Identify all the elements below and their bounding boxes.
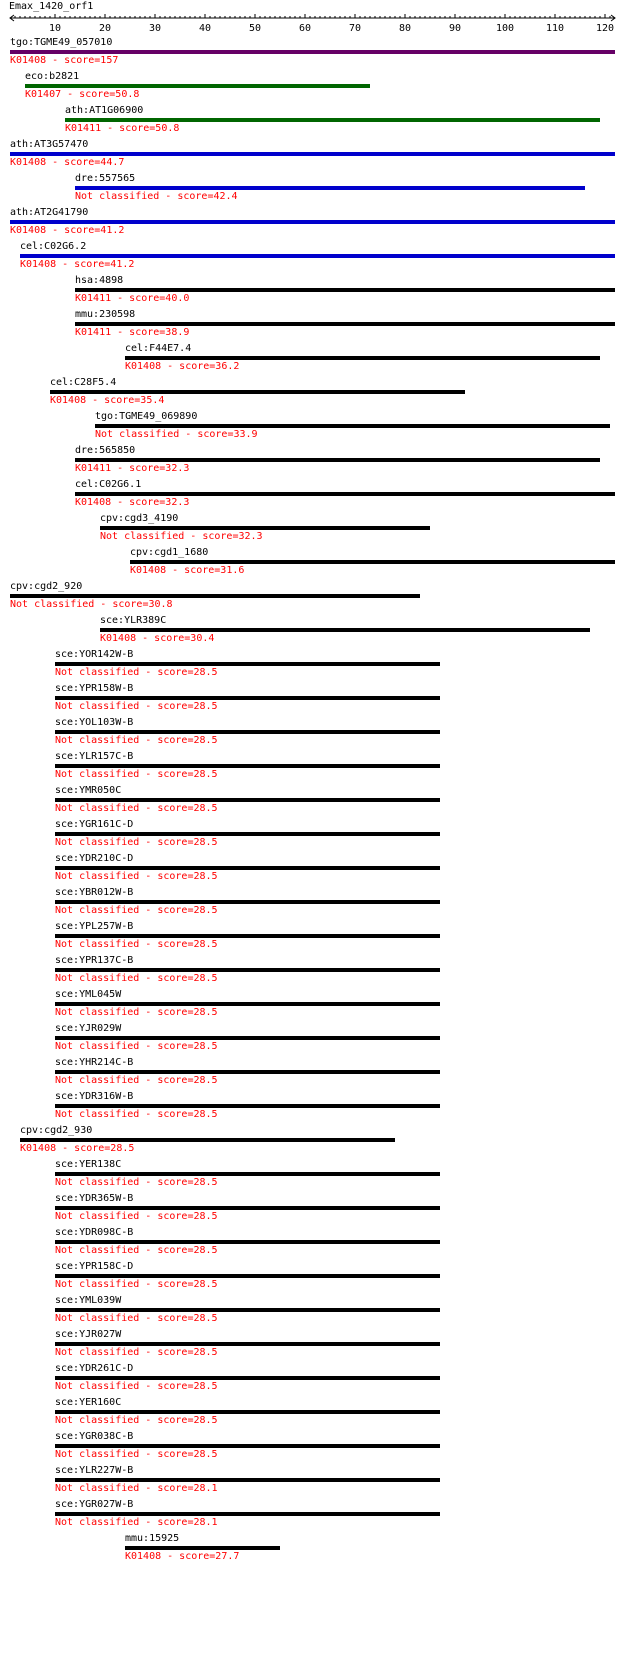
hit-gene-name[interactable]: eco:b2821 bbox=[25, 71, 80, 82]
hit-alignment-bar[interactable] bbox=[55, 1308, 440, 1312]
hit-gene-name[interactable]: sce:YJR029W bbox=[55, 1023, 122, 1034]
hit-alignment-bar[interactable] bbox=[10, 594, 420, 598]
hit-ko-score[interactable]: K01408 - score=41.2 bbox=[10, 225, 125, 236]
hit-alignment-bar[interactable] bbox=[55, 1274, 440, 1278]
hit-ko-score[interactable]: K01408 - score=30.4 bbox=[100, 633, 215, 644]
hit-gene-name[interactable]: sce:YPR158W-B bbox=[55, 683, 134, 694]
hit-gene-name[interactable]: sce:YMR050C bbox=[55, 785, 122, 796]
hit-gene-name[interactable]: dre:565850 bbox=[75, 445, 136, 456]
hit-alignment-bar[interactable] bbox=[55, 1444, 440, 1448]
hit-ko-score[interactable]: Not classified - score=28.5 bbox=[55, 1313, 218, 1324]
hit-ko-score[interactable]: Not classified - score=28.5 bbox=[55, 667, 218, 678]
hit-ko-score[interactable]: K01408 - score=157 bbox=[10, 55, 119, 66]
hit-alignment-bar[interactable] bbox=[55, 1240, 440, 1244]
hit-gene-name[interactable]: tgo:TGME49_057010 bbox=[10, 37, 113, 48]
hit-ko-score[interactable]: Not classified - score=30.8 bbox=[10, 599, 173, 610]
hit-alignment-bar[interactable] bbox=[10, 50, 615, 54]
hit-gene-name[interactable]: sce:YDR098C-B bbox=[55, 1227, 134, 1238]
hit-ko-score[interactable]: K01411 - score=32.3 bbox=[75, 463, 190, 474]
hit-gene-name[interactable]: sce:YOL103W-B bbox=[55, 717, 134, 728]
hit-ko-score[interactable]: Not classified - score=33.9 bbox=[95, 429, 258, 440]
hit-ko-score[interactable]: K01411 - score=50.8 bbox=[65, 123, 180, 134]
hit-ko-score[interactable]: K01408 - score=31.6 bbox=[130, 565, 245, 576]
hit-ko-score[interactable]: Not classified - score=28.5 bbox=[55, 1211, 218, 1222]
hit-ko-score[interactable]: Not classified - score=28.5 bbox=[55, 1381, 218, 1392]
hit-gene-name[interactable]: ath:AT1G06900 bbox=[65, 105, 144, 116]
hit-ko-score[interactable]: Not classified - score=28.5 bbox=[55, 1279, 218, 1290]
hit-ko-score[interactable]: Not classified - score=28.5 bbox=[55, 837, 218, 848]
position-ruler bbox=[0, 0, 620, 34]
hit-gene-name[interactable]: sce:YER160C bbox=[55, 1397, 122, 1408]
hit-alignment-bar[interactable] bbox=[75, 322, 615, 326]
hit-gene-name[interactable]: sce:YPR158C-D bbox=[55, 1261, 134, 1272]
ruler-tick-label: 30 bbox=[148, 23, 162, 34]
hit-alignment-bar[interactable] bbox=[50, 390, 465, 394]
hit-gene-name[interactable]: mmu:230598 bbox=[75, 309, 136, 320]
hit-ko-score[interactable]: Not classified - score=42.4 bbox=[75, 191, 238, 202]
hit-alignment-bar[interactable] bbox=[65, 118, 600, 122]
hit-gene-name[interactable]: sce:YLR227W-B bbox=[55, 1465, 134, 1476]
hit-gene-name[interactable]: ath:AT3G57470 bbox=[10, 139, 89, 150]
hit-ko-score[interactable]: Not classified - score=28.5 bbox=[55, 803, 218, 814]
ruler-tick-label: 80 bbox=[398, 23, 412, 34]
hit-ko-score[interactable]: K01408 - score=32.3 bbox=[75, 497, 190, 508]
hit-alignment-bar[interactable] bbox=[55, 1342, 440, 1346]
hit-alignment-bar[interactable] bbox=[55, 866, 440, 870]
hit-alignment-bar[interactable] bbox=[55, 1376, 440, 1380]
hit-alignment-bar[interactable] bbox=[55, 662, 440, 666]
hit-gene-name[interactable]: cpv:cgd2_920 bbox=[10, 581, 83, 592]
hit-alignment-bar[interactable] bbox=[25, 84, 370, 88]
hit-ko-score[interactable]: Not classified - score=28.5 bbox=[55, 1041, 218, 1052]
hit-alignment-bar[interactable] bbox=[95, 424, 610, 428]
hit-gene-name[interactable]: ath:AT2G41790 bbox=[10, 207, 89, 218]
ruler-tick-label: 100 bbox=[495, 23, 515, 34]
ruler-tick-label: 10 bbox=[48, 23, 62, 34]
hit-ko-score[interactable]: K01407 - score=50.8 bbox=[25, 89, 140, 100]
hit-alignment-bar[interactable] bbox=[20, 254, 615, 258]
hit-alignment-bar[interactable] bbox=[125, 356, 600, 360]
hit-alignment-bar[interactable] bbox=[20, 1138, 395, 1142]
hit-gene-name[interactable]: sce:YOR142W-B bbox=[55, 649, 134, 660]
hit-alignment-bar[interactable] bbox=[100, 526, 430, 530]
hit-gene-name[interactable]: sce:YPL257W-B bbox=[55, 921, 134, 932]
hit-alignment-bar[interactable] bbox=[55, 1478, 440, 1482]
hit-alignment-bar[interactable] bbox=[55, 900, 440, 904]
ruler-tick-label: 110 bbox=[545, 23, 565, 34]
hit-gene-name[interactable]: sce:YML039W bbox=[55, 1295, 122, 1306]
hit-alignment-bar[interactable] bbox=[55, 696, 440, 700]
hit-gene-name[interactable]: sce:YLR157C-B bbox=[55, 751, 134, 762]
hit-gene-name[interactable]: sce:YPR137C-B bbox=[55, 955, 134, 966]
hit-gene-name[interactable]: sce:YGR027W-B bbox=[55, 1499, 134, 1510]
hit-alignment-bar[interactable] bbox=[55, 764, 440, 768]
hit-gene-name[interactable]: cel:F44E7.4 bbox=[125, 343, 192, 354]
hit-alignment-bar[interactable] bbox=[55, 1036, 440, 1040]
hit-alignment-bar[interactable] bbox=[10, 220, 615, 224]
hit-gene-name[interactable]: sce:YGR161C-D bbox=[55, 819, 134, 830]
hit-gene-name[interactable]: cpv:cgd2_930 bbox=[20, 1125, 93, 1136]
hit-gene-name[interactable]: cpv:cgd1_1680 bbox=[130, 547, 209, 558]
hit-alignment-bar[interactable] bbox=[55, 730, 440, 734]
hit-ko-score[interactable]: K01408 - score=36.2 bbox=[125, 361, 240, 372]
hit-gene-name[interactable]: sce:YML045W bbox=[55, 989, 122, 1000]
hit-alignment-bar[interactable] bbox=[75, 288, 615, 292]
hit-gene-name[interactable]: sce:YJR027W bbox=[55, 1329, 122, 1340]
hit-alignment-bar[interactable] bbox=[55, 968, 440, 972]
ruler-tick-label: 40 bbox=[198, 23, 212, 34]
hit-ko-score[interactable]: Not classified - score=28.1 bbox=[55, 1517, 218, 1528]
hit-ko-score[interactable]: Not classified - score=28.5 bbox=[55, 939, 218, 950]
hit-alignment-bar[interactable] bbox=[55, 1002, 440, 1006]
hit-gene-name[interactable]: mmu:15925 bbox=[125, 1533, 180, 1544]
hit-gene-name[interactable]: cpv:cgd3_4190 bbox=[100, 513, 179, 524]
hit-alignment-bar[interactable] bbox=[55, 1070, 440, 1074]
hit-ko-score[interactable]: K01408 - score=27.7 bbox=[125, 1551, 240, 1562]
hit-ko-score[interactable]: Not classified - score=28.5 bbox=[55, 1177, 218, 1188]
ruler-tick-label: 70 bbox=[348, 23, 362, 34]
hit-gene-name[interactable]: sce:YHR214C-B bbox=[55, 1057, 134, 1068]
hit-gene-name[interactable]: cel:C02G6.2 bbox=[20, 241, 87, 252]
hit-ko-score[interactable]: Not classified - score=28.5 bbox=[55, 871, 218, 882]
hit-ko-score[interactable]: Not classified - score=28.5 bbox=[55, 1007, 218, 1018]
hit-alignment-bar[interactable] bbox=[55, 934, 440, 938]
hit-alignment-bar[interactable] bbox=[75, 492, 615, 496]
hit-gene-name[interactable]: sce:YBR012W-B bbox=[55, 887, 134, 898]
hit-gene-name[interactable]: sce:YDR261C-D bbox=[55, 1363, 134, 1374]
hit-ko-score[interactable]: Not classified - score=28.5 bbox=[55, 1347, 218, 1358]
hit-alignment-bar[interactable] bbox=[75, 186, 585, 190]
hit-alignment-bar[interactable] bbox=[75, 458, 600, 462]
hit-ko-score[interactable]: Not classified - score=28.5 bbox=[55, 973, 218, 984]
hit-gene-name[interactable]: sce:YGR038C-B bbox=[55, 1431, 134, 1442]
hit-ko-score[interactable]: Not classified - score=32.3 bbox=[100, 531, 263, 542]
hit-alignment-bar[interactable] bbox=[10, 152, 615, 156]
hit-ko-score[interactable]: K01411 - score=40.0 bbox=[75, 293, 190, 304]
hit-ko-score[interactable]: K01411 - score=38.9 bbox=[75, 327, 190, 338]
hit-gene-name[interactable]: dre:557565 bbox=[75, 173, 136, 184]
hit-ko-score[interactable]: Not classified - score=28.5 bbox=[55, 1245, 218, 1256]
hit-gene-name[interactable]: sce:YDR316W-B bbox=[55, 1091, 134, 1102]
hit-ko-score[interactable]: K01408 - score=28.5 bbox=[20, 1143, 135, 1154]
hit-alignment-bar[interactable] bbox=[55, 798, 440, 802]
hit-ko-score[interactable]: K01408 - score=35.4 bbox=[50, 395, 165, 406]
hit-gene-name[interactable]: cel:C28F5.4 bbox=[50, 377, 117, 388]
hit-alignment-bar[interactable] bbox=[55, 1410, 440, 1414]
hit-ko-score[interactable]: Not classified - score=28.5 bbox=[55, 1415, 218, 1426]
hit-alignment-bar[interactable] bbox=[130, 560, 615, 564]
hit-ko-score[interactable]: Not classified - score=28.1 bbox=[55, 1483, 218, 1494]
hit-ko-score[interactable]: Not classified - score=28.5 bbox=[55, 1075, 218, 1086]
hit-gene-name[interactable]: sce:YER138C bbox=[55, 1159, 122, 1170]
hit-alignment-bar[interactable] bbox=[100, 628, 590, 632]
ruler-tick-label: 120 bbox=[595, 23, 615, 34]
hit-ko-score[interactable]: Not classified - score=28.5 bbox=[55, 1449, 218, 1460]
hit-alignment-bar[interactable] bbox=[55, 1512, 440, 1516]
hit-ko-score[interactable]: K01408 - score=44.7 bbox=[10, 157, 125, 168]
query-title: Emax_1420_orf1 bbox=[9, 1, 94, 12]
hit-alignment-bar[interactable] bbox=[55, 1206, 440, 1210]
ruler-tick-label: 60 bbox=[298, 23, 312, 34]
hit-gene-name[interactable]: sce:YLR389C bbox=[100, 615, 167, 626]
ruler-tick-label: 50 bbox=[248, 23, 262, 34]
hit-alignment-bar[interactable] bbox=[55, 1172, 440, 1176]
hit-ko-score[interactable]: Not classified - score=28.5 bbox=[55, 735, 218, 746]
hit-ko-score[interactable]: Not classified - score=28.5 bbox=[55, 1109, 218, 1120]
ruler-tick-label: 20 bbox=[98, 23, 112, 34]
hit-gene-name[interactable]: sce:YDR210C-D bbox=[55, 853, 134, 864]
hit-gene-name[interactable]: cel:C02G6.1 bbox=[75, 479, 142, 490]
hit-gene-name[interactable]: hsa:4898 bbox=[75, 275, 124, 286]
hit-alignment-bar[interactable] bbox=[55, 832, 440, 836]
hit-ko-score[interactable]: K01408 - score=41.2 bbox=[20, 259, 135, 270]
hit-ko-score[interactable]: Not classified - score=28.5 bbox=[55, 905, 218, 916]
hit-gene-name[interactable]: sce:YDR365W-B bbox=[55, 1193, 134, 1204]
hit-ko-score[interactable]: Not classified - score=28.5 bbox=[55, 769, 218, 780]
hit-alignment-bar[interactable] bbox=[125, 1546, 280, 1550]
hit-gene-name[interactable]: tgo:TGME49_069890 bbox=[95, 411, 198, 422]
ruler-tick-label: 90 bbox=[448, 23, 462, 34]
hit-alignment-bar[interactable] bbox=[55, 1104, 440, 1108]
hit-ko-score[interactable]: Not classified - score=28.5 bbox=[55, 701, 218, 712]
